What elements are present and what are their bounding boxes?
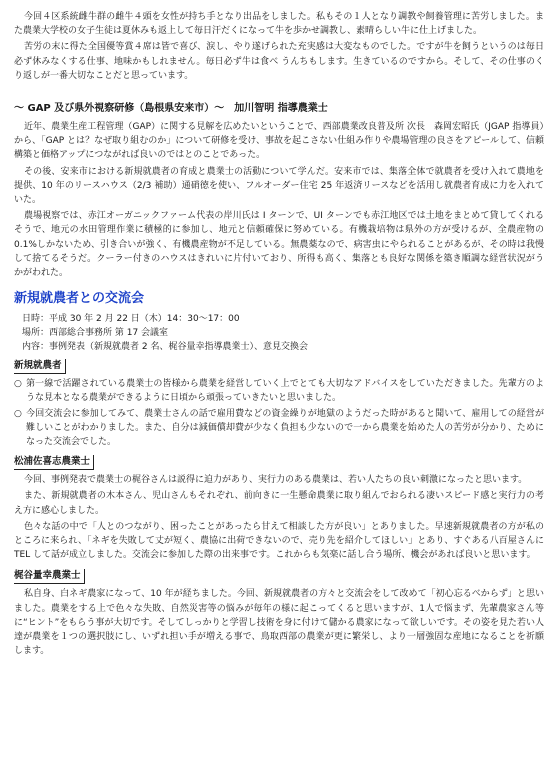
matsuura-paragraph-2: また、新規就農者の木本さん、児山さんもそれぞれ、前向きに一生懸命農業に取り組んでおられる凄いスピード感と実行力の考え方に感心しました。 xyxy=(14,491,544,516)
matsuura-heading: 松浦佐喜志農業士 xyxy=(14,455,94,470)
newcomers-heading: 新規就農者 xyxy=(14,359,66,374)
gap-training-section xyxy=(14,102,544,280)
kajitani-paragraph-1: 私自身、白ネギ農家になって、10 年が経ちました。今回、新規就農者の方々と交流会をして改めて「初心忘るべからず」と思いました。農業をする上で色々な失敗、自然災害等の悩みが毎年の様に起こってくると思いますが、1人で悩まず、先輩農家さん等に“ヒント”をもらう事が大切です。そしてしっかりと学習し技術を身に付けて儲かる農家になって欲しいです。その姿を見た若い人達が農業を１つの選択肢にし、いずれ担い手が増える事で、鳥取西部の農業が更に繁栄し、より一層強固な産地になることを祈願します。 xyxy=(14,589,544,657)
exchange-content: 内容：事例発表（新規就農者 2 名、梶谷量幸指導農業士）、意見交換会 xyxy=(22,342,308,353)
gap-paragraph-1: 近年、農業生産工程管理（GAP）に関する見解を広めたいということで、西部農業改良普及所 次長 森岡宏昭氏（JGAP 指導員）から、「GAP とは？なぜ取り組むのか」について研修を受け、事故を起こさない仕組み作りや農場管理の良さをアピールして、信頼構築と価格アップにつながれば良いのではとのことであった。 xyxy=(14,122,544,161)
gap-paragraph-2: その後、安来市における新規就農者の育成と農業士の活動について学んだ。安来市では、集落全体で就農者を受け入れて農地を提供、10 年のリースハウス（2/3 補助）通硝徳を使い、フルオーダー住宅 25 年返済リースなどを活用し就農者育成に力を入れていた。 xyxy=(14,166,544,206)
intro-section xyxy=(14,10,544,83)
matsuura-paragraph-1: 今回、事例発表で農業士の梶谷さんは説得に迫力があり、実行力のある農業は、若い人たちの良い刺激になったと思います。 xyxy=(24,475,528,486)
circle-bullet-icon: ○ xyxy=(14,379,22,390)
exchange-date: 日時：平成 30 年 2 月 22 日（木）14：30～17：00 xyxy=(22,314,240,325)
intro-paragraph-1: 今回４区系統雌牛群の雌牛４頭を女性が持ち手となり出品をしました。私もその１人となり調教や飼養管理に苦労しました。また農業大学校の女子生徒は夏休みも返上して毎日汗だくになって牛を歩かせ調教し、素晴らしい牛に仕上げました。 xyxy=(14,12,544,37)
exchange-meeting-section xyxy=(14,290,544,658)
matsuura-paragraph-3: 色々な話の中で「人とのつながり、困ったことがあったら甘えて相談した方が良い」とありました。早速新規就農者の方が私のところに来られ、「ネギを失敗して丈が短く、農協に出荷できないので、売り先を紹介してほしい」とあり、すぐある八百屋さんに TEL して話が成立しました。交流会に参加した際の出来事です。これからも気楽に話し合う場所、機会があれば良いと思います。 xyxy=(14,521,544,561)
newcomer-comment-1: ○ 第一線で活躍されている農業士の皆様から農業を経営していく上でとても大切なアドバイスをしていただきました。先輩方のような見本となる農業ができるように日頃から頑張っていきたいと思いました。 xyxy=(14,379,544,404)
intro-paragraph-2: 苦労の末に得た全国優等賞４席は皆で喜び、涙し、やり遂げられた充実感は大変なものでした。ですが牛を飼うというのは毎日必ず休みなくする仕事、地味かもしれません。毎日必ず牛は食べ うんちもします。生きているのですから。そして、その仕事のくり返しが一番大切なことだと思っています。 xyxy=(14,42,544,81)
circle-bullet-icon: ○ xyxy=(14,408,22,419)
newcomer-comment-2: ○ 今回交流会に参加してみて、農業士さんの話で雇用費などの資金繰りが地獄のようだった時があると聞いて、雇用しての経営が難しいことがわかりました。また、自分は減価償却費が少なく負担も少ないので一から農業を始めた人の苦労が分かり、ためになった交流会でした。 xyxy=(14,408,544,448)
exchange-place: 場所：西部総合事務所 第 17 会議室 xyxy=(22,328,169,339)
gap-section-heading: ～ GAP 及び県外視察研修（島根県安来市）～ 加川智明 指導農業士 xyxy=(14,103,328,115)
gap-paragraph-3: 農場視察では、赤江オーガニックファーム代表の岸川氏は I ターンで、UI ターンでも赤江地区では土地をまとめて貸してくれるそうで、地元の水田管理作業に積極的に参加し、地元と信頼確保に努めている。有機栽培物は県外の方が受けるが、全農産物の 0.1%しかないため、引き合いが強く、有機農産物が不足している。無農薬なので、病害虫にやられることがあるが、その時は我慢して捨てるそうだ。クーラー付きのハウスはきれいに片付いており、所得も高く、集落とも良好な関係を築き順調な経営状況がうかがわれた。 xyxy=(14,211,544,279)
exchange-info xyxy=(14,312,544,354)
kajitani-heading: 梶谷量幸農業士 xyxy=(14,569,85,584)
exchange-title: 新規就農者との交流会 xyxy=(14,291,145,307)
